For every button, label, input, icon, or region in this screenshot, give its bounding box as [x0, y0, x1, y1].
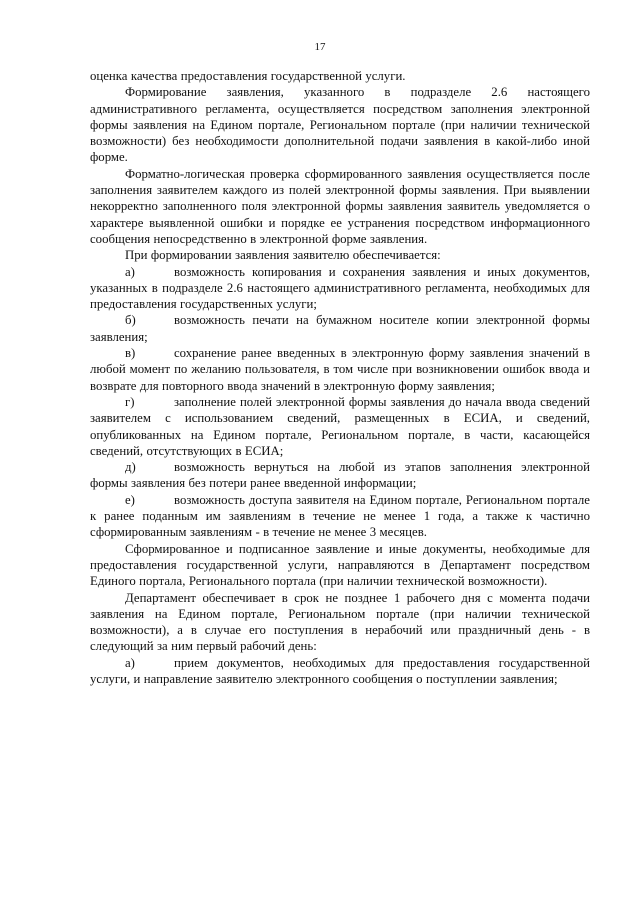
paragraph-assessment: оценка качества предоставления государственной услуги.	[90, 69, 406, 83]
list-item-letter: г)	[125, 394, 135, 409]
list-item-text: возможность вернуться на любой из этапов заполнения электронной формы заявления без потери ранее введенной информации;	[90, 460, 590, 491]
page-number: 17	[314, 41, 326, 53]
list-item-a-receipt	[90, 655, 590, 688]
list-item-letter: б)	[125, 313, 136, 328]
paragraph-submission: Сформированное и подписанное заявление и иные документы, необходимые для предоставления государственной услуги, направляются в Департамент посредством Единого портала, Регионального портала (при наличии технической возможности).	[90, 541, 590, 589]
document-body	[90, 68, 590, 687]
list-item-text: прием документов, необходимых для предоставления государственной услуги, и направление заявителю электронного сообщения о поступлении заявления;	[90, 655, 590, 686]
paragraph-provided-features: При формировании заявления заявителю обеспечивается:	[125, 248, 441, 263]
list-item-letter: а)	[125, 655, 135, 670]
list-item-text: сохранение ранее введенных в электронную форму заявления значений в любой момент по желанию пользователя, в том числе при возникновении ошибок ввода и возврате для повторного ввода значений в электронную форму заявления;	[90, 346, 590, 393]
list-item-text: возможность доступа заявителя на Едином портале, Региональном портале к ранее поданным им заявлениям в течение не менее 1 года, а также к частично сформированным заявлениям - в течение не менее 3 месяцев.	[90, 492, 590, 540]
list-item-a	[90, 264, 590, 313]
paragraph-department-duties: Департамент обеспечивает в срок не позднее 1 рабочего дня с момента подачи заявления на Едином портале, Региональном портале (при наличии технической возможности), а в случае его поступления в нерабочий или праздничный день - в следующий за ним первый рабочий день:	[90, 590, 590, 654]
paragraph-form-filling: Формирование заявления, указанного в подразделе 2.6 настоящего административного регламента, осуществляется посредством заполнения электронной формы заявления на Едином портале, Региональном портале (при наличии технической возможности) без необходимости дополнительной подачи заявления в какой-либо иной форме.	[90, 85, 590, 165]
list-item-text: возможность копирования и сохранения заявления и иных документов, указанных в подразделе 2.6 настоящего административного регламента, необходимых для предоставления государственных услуги;	[90, 264, 590, 312]
list-item-letter: а)	[125, 264, 135, 279]
paragraph-format-check: Форматно-логическая проверка сформированного заявления осуществляется после заполнения заявителем каждого из полей электронной формы заявления. При выявлении некорректно заполненного поля электронной формы заявления заявитель уведомляется о характере выявленной ошибки и порядке ее устранения посредством информационного сообщения непосредственно в электронной форме заявления.	[90, 166, 590, 246]
list-item-d	[90, 459, 590, 492]
list-item-v	[90, 345, 590, 394]
list-item-letter: в)	[125, 346, 136, 361]
list-item-e	[90, 492, 590, 541]
list-item-letter: д)	[125, 460, 136, 475]
list-item-letter: е)	[125, 492, 135, 507]
list-item-text: возможность печати на бумажном носителе копии электронной формы заявления;	[90, 313, 590, 344]
list-item-text: заполнение полей электронной формы заявления до начала ввода сведений заявителем с использованием сведений, размещенных в ЕСИА, и сведений, опубликованных на Едином портале, Региональном портале, в части, касающейся сведений, отсутствующих в ЕСИА;	[90, 394, 590, 458]
list-item-b	[90, 312, 590, 345]
list-item-g	[90, 394, 590, 459]
